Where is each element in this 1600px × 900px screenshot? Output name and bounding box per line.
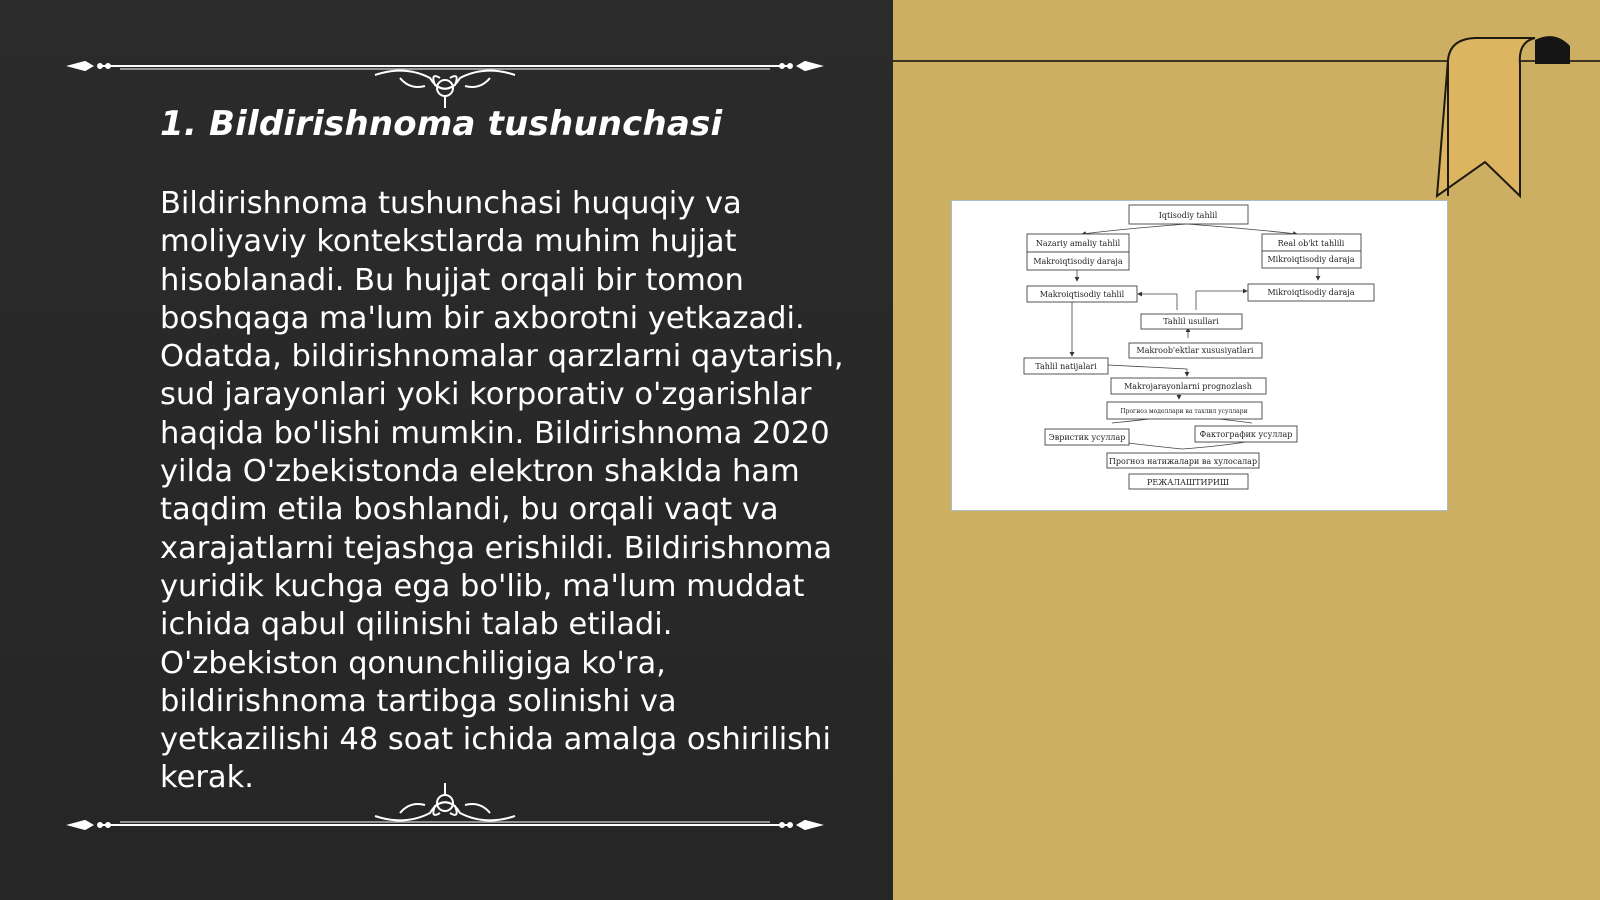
diagram-box-center2: Makroob'ektlar xususiyatlari: [1136, 346, 1254, 355]
diagram-box-center1: Tahlil usullari: [1163, 317, 1219, 326]
diagram-box-bottom: РЕЖАЛАШТИРИШ: [1147, 478, 1229, 487]
diagram-box-center3: Makrojarayonlarni prognozlash: [1124, 382, 1252, 391]
diagram-box-right5: Фактографик усуллар: [1199, 430, 1293, 439]
diagram-box-left1: Nazariy amaliy tahlil: [1035, 239, 1121, 248]
diagram-box-left4: Tahlil natijalari: [1035, 362, 1097, 371]
diagram-box-left3: Makroiqtisodiy tahlil: [1039, 290, 1125, 299]
bookmark-ribbon-icon: [1430, 34, 1600, 204]
diagram-box-top: Iqtisodiy tahlil: [1158, 211, 1218, 220]
diagram-box-center5: Прогноз натижалари ва хулосалар: [1108, 457, 1258, 466]
flowchart-image: [951, 200, 1448, 511]
diagram-box-right3: Mikroiqtisodiy daraja: [1267, 288, 1355, 297]
diagram-box-center4: Прогноз моделлари ва тахлил усуллари: [1120, 408, 1248, 415]
slide-body-text: Bildirishnoma tushunchasi huquqiy va moliyaviy kontekstlarda muhim hujjat hisoblanadi. Bu hujjat orqali bir tomon boshqaga ma'lum bir axborotni yetkazadi. Odatda, bildirishnomalar qarzlarni qaytarish, sud jarayonlari yoki korporativ o'zgarishlar haqida bo'lishi mumkin. Bildirishnoma 2020 yilda O'zbekistonda elektron shaklda ham taqdim etila boshlandi, bu orqali vaqt va xarajatlarni tejashga erishildi. Bildirishnoma yuridik kuchga ega bo'lib, ma'lum muddat ichida qabul qilinishi talab etiladi. O'zbekiston qonunchiligiga ko'ra, bildirishnoma tartibga solinishi va yetkazilishi 48 soat ichida amalga oshirilishi kerak.: [160, 186, 844, 796]
diagram-box-left2: Makroiqtisodiy daraja: [1033, 257, 1123, 266]
diagram-box-right2: Mikroiqtisodiy daraja: [1267, 255, 1355, 264]
slide-title: 1. Bildirishnoma tushunchasi: [160, 104, 723, 144]
diagram-box-left5: Эвристик усуллар: [1048, 433, 1126, 442]
top-ornament-icon: [60, 50, 830, 110]
diagram-box-right1: Real ob'kt tahlili: [1277, 239, 1345, 248]
